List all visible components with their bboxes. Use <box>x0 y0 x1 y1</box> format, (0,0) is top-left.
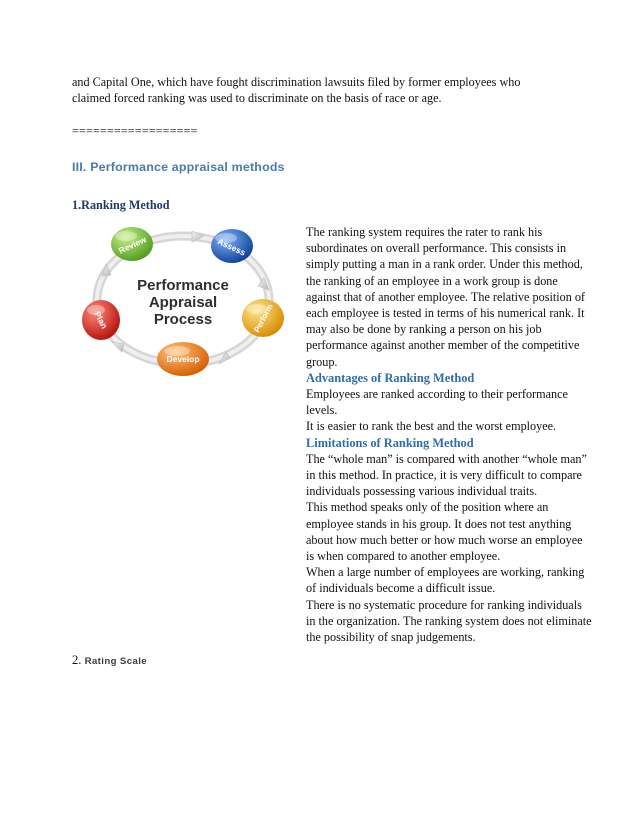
limitations-line: This method speaks only of the position where an <box>306 500 549 515</box>
diagram-title-line: Performance <box>137 277 229 294</box>
performance-appraisal-process-diagram <box>80 218 286 380</box>
step-perform <box>242 299 284 337</box>
advantages-line: Employees are ranked according to their performance <box>306 387 568 402</box>
limitations-list <box>306 451 598 645</box>
ranking-text-line: group. <box>306 354 338 369</box>
step-review <box>111 227 153 261</box>
step-assess <box>211 229 253 263</box>
limitations-line: is when compared to another employee. <box>306 549 501 564</box>
limitations-line: in this method. In practice, it is very difficult to compare <box>306 468 582 483</box>
diagram-title-line: Process <box>153 311 213 328</box>
ranking-description <box>306 224 598 370</box>
advantages-list <box>306 386 598 435</box>
limitations-line: The “whole man” is compared with another “whole man” <box>306 451 587 466</box>
cycle-arrow <box>112 342 124 352</box>
advantages-line: It is easier to rank the best and the worst employee. <box>306 419 557 434</box>
subsection-number: 2. <box>72 653 82 667</box>
limitations-heading: Limitations of Ranking Method <box>306 435 474 450</box>
limitations-line: in the organization. The ranking system does not eliminate <box>306 613 592 628</box>
limitations-line: There is no systematic procedure for ranking individuals <box>306 597 582 612</box>
ranking-text-line: subordinates on overall performance. This consists in <box>306 241 567 256</box>
ranking-method-text <box>306 224 598 645</box>
limitations-line: the possibility of snap judgements. <box>306 630 476 645</box>
advantages-heading: Advantages of Ranking Method <box>306 370 475 385</box>
ranking-text-line: may also be done by ranking a person on his job <box>306 322 542 337</box>
limitations-line: about how much better or how much worse an employee <box>306 532 583 547</box>
section-heading: III. Performance appraisal methods <box>72 160 285 174</box>
step-label: Plan <box>92 309 110 331</box>
ranking-text-line: against that of another employee. The relative position of <box>306 289 585 304</box>
step-label: Review <box>117 234 148 256</box>
step-develop <box>157 342 209 376</box>
step-label: Perform <box>252 302 275 334</box>
limitations-line: When a large number of employees are working, ranking <box>306 565 585 580</box>
separator-line: ================== <box>72 124 198 138</box>
step-label: Develop <box>166 354 200 364</box>
subsection-heading-ranking: 1.Ranking Method <box>72 198 170 212</box>
limitations-line: individuals possessing various individual traits. <box>306 484 538 499</box>
limitations-line: employee stands in his group. It does not test anything <box>306 516 572 531</box>
ranking-text-line: performance against another member of the competitive <box>306 338 580 353</box>
intro-paragraph <box>72 74 572 106</box>
advantages-line: levels. <box>306 403 338 418</box>
subsection-label: Rating Scale <box>84 656 147 667</box>
step-plan <box>82 300 120 340</box>
intro-line: claimed forced ranking was used to discriminate on the basis of race or age. <box>72 91 442 106</box>
ranking-text-line: each employee is tested in terms of his numerical rank. It <box>306 306 585 321</box>
ranking-text-line: simply putting a man in a rank order. Under this method, <box>306 257 583 272</box>
intro-line: and Capital One, which have fought discrimination lawsuits filed by former employees who <box>72 75 521 89</box>
limitations-line: of individuals become a difficult issue. <box>306 581 496 596</box>
ranking-text-line: The ranking system requires the rater to rank his <box>306 225 543 239</box>
ranking-text-line: the ranking of an employee in a work group is done <box>306 273 558 288</box>
subsection-heading-rating-scale <box>72 653 147 668</box>
step-label: Assess <box>215 236 248 258</box>
diagram-title-line: Appraisal <box>148 294 218 311</box>
